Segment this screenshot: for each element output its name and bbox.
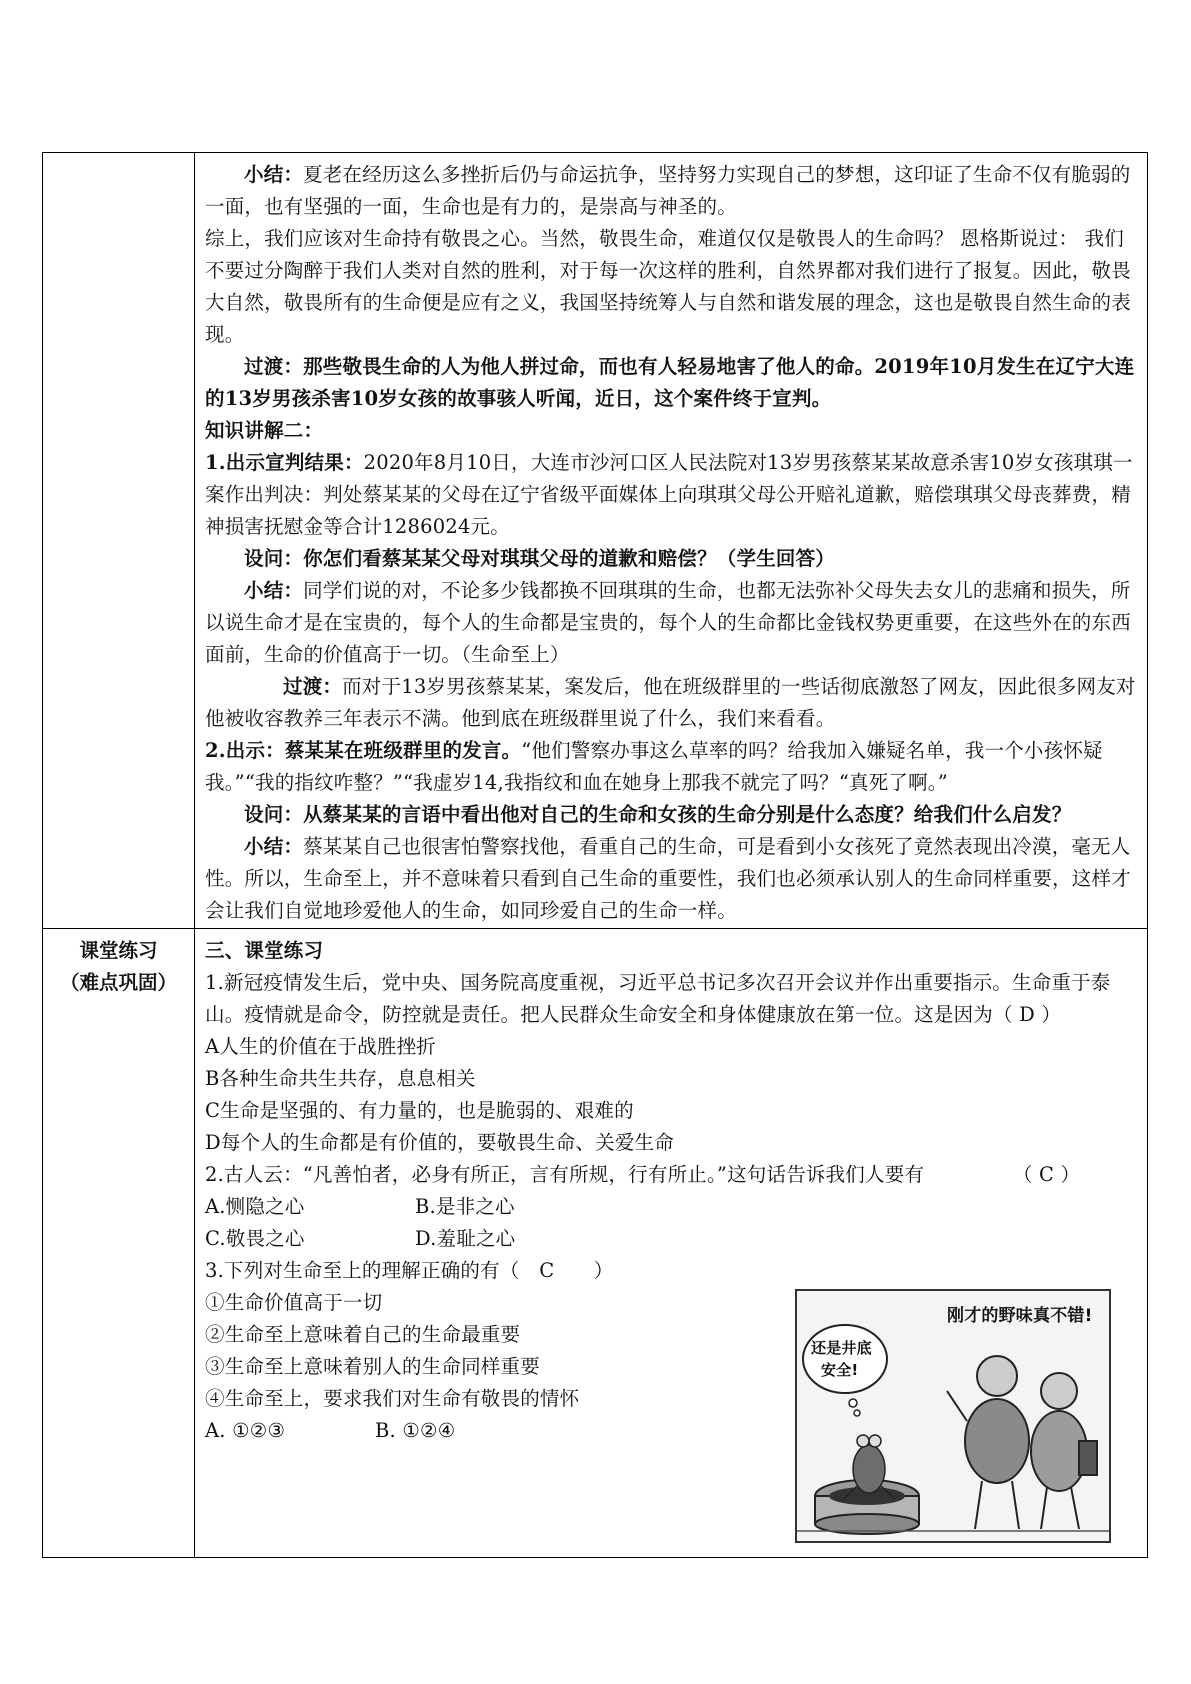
- q2-options-row-1: [205, 1191, 1139, 1223]
- content-cell-practice: [195, 929, 1148, 1558]
- knowledge-heading: 知识讲解二：: [205, 419, 324, 442]
- question-3: 3.下列对生命至上的理解正确的有（ C ）: [205, 1259, 614, 1282]
- q3-item-3: ③生命至上意味着别人的生命同样重要: [205, 1355, 540, 1378]
- conclusion-paragraph: 综上，我们应该对生命持有敬畏之心。当然，敬畏生命，难道仅仅是敬畏人的生命吗？ 恩格斯说过： 我们不要过分陶醉于我们人类对自然的胜利，对于每一次这样的胜利，自然界都对我们进行了报复。因此，敬畏大自然，敬畏所有的生命便是应有之义，我国坚持统筹人与自然和谐发展的理念，这也是敬畏自然生命的表现。: [205, 227, 1131, 346]
- speech-bubble: [803, 1325, 887, 1393]
- lesson-table: [42, 152, 1148, 1558]
- practice-sublabel: （难点巩固）: [59, 971, 177, 994]
- display-paragraph: 2.出示：蔡某某在班级群里的发言。“他们警察办事这么草率的吗？给我加入嫌疑名单，我一个小孩怀疑我。”“我的指纹咋整？”“我虚岁14,我指纹和血在她身上那我不就完了吗？“真死了啊。”: [205, 739, 1103, 794]
- content-cell-lesson: [195, 153, 1148, 929]
- transition-paragraph-2: 过渡：而对于13岁男孩蔡某某，案发后，他在班级群里的一些话彻底激怒了网友，因此很多网友对他被收容教养三年表示不满。他到底在班级群里说了什么，我们来看看。: [205, 675, 1136, 730]
- q1-option-a: A人生的价值在于战胜挫折: [205, 1035, 436, 1058]
- cartoon-caption: 刚才的野味真不错!: [947, 1306, 1093, 1326]
- q3-item-4: ④生命至上，要求我们对生命有敬畏的情怀: [205, 1387, 580, 1410]
- question-1: 1.新冠疫情发生后，党中央、国务院高度重视，习近平总书记多次召开会议并作出重要指示。生命重于泰山。疫情就是命令，防控就是责任。把人民群众生命安全和身体健康放在第一位。这是因为（ D ）: [205, 971, 1111, 1026]
- q1-option-c: C生命是坚强的、有力量的，也是脆弱的、艰难的: [205, 1099, 634, 1122]
- q2-option-b: B.是非之心: [415, 1195, 515, 1218]
- cartoon-illustration: [795, 1289, 1111, 1543]
- q3-item-1: ①生命价值高于一切: [205, 1291, 383, 1314]
- left-cell-practice: [43, 929, 195, 1558]
- q3-option-a: A. ①②③: [205, 1419, 286, 1442]
- q2-option-d: D.羞耻之心: [415, 1227, 516, 1250]
- left-cell-empty: [43, 153, 195, 929]
- q3-item-2: ②生命至上意味着自己的生命最重要: [205, 1323, 521, 1346]
- q1-option-b: B各种生命共生共存，息息相关: [205, 1067, 476, 1090]
- practice-label: 课堂练习: [79, 939, 158, 962]
- verdict-paragraph: 1.出示宣判结果：2020年8月10日，大连市沙河口区人民法院对13岁男孩蔡某某故意杀害10岁女孩琪琪一案作出判决：判处蔡某某的父母在辽宁省级平面媒体上向琪琪父母公开赔礼道歉，赔偿琪琪父母丧葬费，精神损害抚慰金等合计1286024元。: [205, 451, 1133, 538]
- practice-heading: 三、课堂练习: [205, 939, 324, 962]
- bubble-line-1: 还是井底: [811, 1339, 872, 1357]
- q2-option-c: C.敬畏之心: [205, 1227, 305, 1250]
- question-paragraph-1: 设问：你怎们看蔡某某父母对琪琪父母的道歉和赔偿？（学生回答）: [244, 547, 836, 570]
- bubble-line-2: 安全!: [821, 1361, 859, 1379]
- transition-paragraph-1: 过渡：那些敬畏生命的人为他人拼过命，而也有人轻易地害了他人的命。2019年10月发生在辽宁大连的13岁男孩杀害10岁女孩的故事骇人听闻，近日，这个案件终于宣判。: [205, 355, 1135, 410]
- summary-paragraph-3: 小结：蔡某某自己也很害怕警察找他，看重自己的生命，可是看到小女孩死了竟然表现出冷漠，毫无人性。所以，生命至上，并不意味着只看到自己生命的重要性，我们也必须承认别人的生命同样重要，这样才会让我们自觉地珍爱他人的生命，如同珍爱自己的生命一样。: [205, 835, 1131, 922]
- q2-options-row-2: [205, 1223, 1139, 1255]
- summary-paragraph-1: 小结：夏老在经历这么多挫折后仍与命运抗争，坚持努力实现自己的梦想，这印证了生命不仅有脆弱的一面，也有坚强的一面，生命也是有力的，是崇高与神圣的。: [205, 163, 1131, 218]
- summary-paragraph-2: 小结：同学们说的对，不论多少钱都换不回琪琪的生命，也都无法弥补父母失去女儿的悲痛和损失，所以说生命才是在宝贵的，每个人的生命都是宝贵的，每个人的生命都比金钱权势更重要，在这些外在的东西面前，生命的价值高于一切。（生命至上）: [205, 579, 1131, 666]
- question-2: 2.古人云：“凡善怕者，必身有所正，言有所规，行有所止。”这句话告诉我们人要有 （ C ）: [205, 1163, 1081, 1186]
- q1-option-d: D每个人的生命都是有价值的，要敬畏生命、关爱生命: [205, 1131, 674, 1154]
- question-paragraph-2: 设问：从蔡某某的言语中看出他对自己的生命和女孩的生命分别是什么态度？给我们什么启发？: [244, 803, 1072, 826]
- q3-option-b: B. ①②④: [375, 1419, 456, 1442]
- q2-option-a: A.恻隐之心: [205, 1195, 305, 1218]
